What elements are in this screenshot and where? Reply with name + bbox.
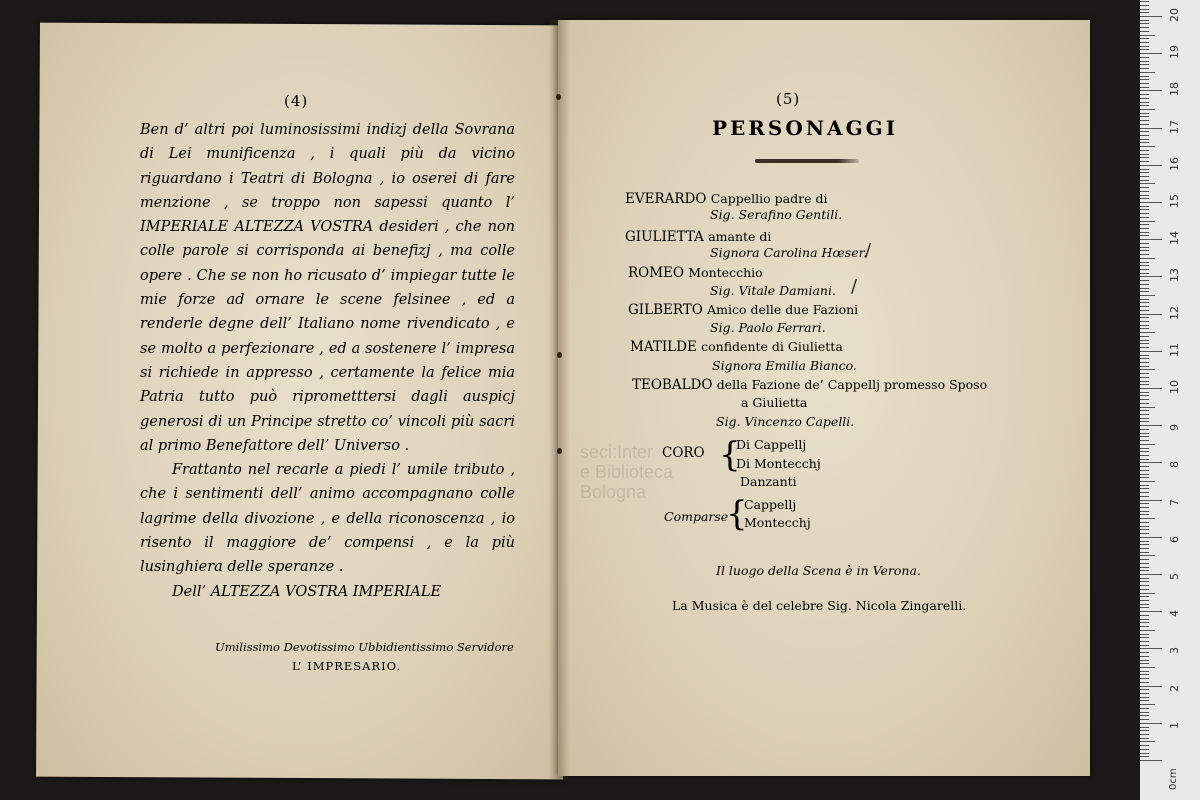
coro-brace-icon: {	[719, 435, 741, 475]
ruler-tick	[1140, 503, 1149, 504]
ruler-tick	[1140, 578, 1149, 579]
ruler-number: 16	[1168, 156, 1181, 171]
ruler-number: 8	[1168, 461, 1181, 469]
ruler-tick	[1140, 128, 1162, 129]
ruler-tick	[1140, 682, 1149, 683]
ruler-tick	[1140, 607, 1149, 608]
ruler-tick	[1140, 574, 1162, 575]
ruler-tick	[1140, 481, 1155, 482]
ruler-tick	[1140, 500, 1162, 501]
ruler-tick	[1140, 440, 1149, 441]
ruler-tick	[1140, 57, 1149, 58]
ruler-unit: 0cm	[1168, 768, 1179, 790]
ruler-tick	[1140, 429, 1149, 430]
watermark-line: Bologna	[580, 482, 647, 502]
ruler-tick	[1140, 537, 1162, 538]
ruler-tick	[1140, 157, 1149, 158]
ruler-number: 1	[1168, 721, 1181, 729]
ruler-tick	[1140, 16, 1162, 17]
ruler-number: 14	[1168, 231, 1181, 246]
ruler-number: 6	[1168, 535, 1181, 543]
ruler-tick	[1140, 418, 1149, 419]
ruler-tick	[1140, 351, 1162, 352]
ruler-tick	[1140, 187, 1149, 188]
ruler-tick	[1140, 262, 1149, 263]
book-gutter	[548, 20, 570, 780]
ruler-tick	[1140, 407, 1155, 408]
ruler-tick	[1140, 693, 1149, 694]
ruler-tick	[1140, 299, 1149, 300]
ruler-tick	[1140, 202, 1162, 203]
ruler-tick	[1140, 228, 1149, 229]
ruler-tick	[1140, 753, 1149, 754]
ruler-tick	[1140, 314, 1162, 315]
ruler-tick	[1140, 31, 1149, 32]
ruler-tick	[1140, 195, 1149, 196]
ruler-tick	[1140, 734, 1149, 735]
ruler-tick	[1140, 265, 1149, 266]
ruler-tick	[1140, 462, 1162, 463]
ruler-tick	[1140, 169, 1149, 170]
ruler-tick	[1140, 254, 1149, 255]
ruler-tick	[1140, 180, 1149, 181]
actor-giulietta: Signora Carolina Hœser.	[710, 245, 868, 260]
ruler-tick	[1140, 142, 1149, 143]
ruler-tick	[1140, 239, 1162, 240]
ruler-tick	[1140, 273, 1149, 274]
character-romeo: ROMEO Montecchio	[628, 265, 763, 281]
ruler-tick	[1140, 466, 1149, 467]
ruler-tick	[1140, 611, 1162, 612]
watermark-line: seci:Inter	[580, 442, 654, 462]
ruler-tick	[1140, 343, 1149, 344]
ruler-number: 15	[1168, 194, 1181, 208]
ruler-tick	[1140, 559, 1149, 560]
measurement-ruler	[1140, 0, 1200, 800]
ruler-tick	[1140, 388, 1162, 389]
ruler-tick	[1140, 232, 1149, 233]
actor-gilberto: Sig. Paolo Ferrari.	[710, 320, 826, 335]
ruler-tick	[1140, 250, 1149, 251]
coro-label: CORO	[662, 445, 705, 461]
ruler-tick	[1140, 20, 1149, 21]
ruler-tick	[1140, 12, 1149, 13]
comparse-item: Montecchj	[744, 515, 811, 530]
ruler-number: 12	[1168, 305, 1181, 320]
ruler-tick	[1140, 336, 1149, 337]
ruler-tick	[1140, 477, 1149, 478]
ruler-tick	[1140, 704, 1155, 705]
ruler-tick	[1140, 619, 1149, 620]
ruler-tick	[1140, 221, 1155, 222]
ruler-tick	[1140, 552, 1149, 553]
ruler-tick	[1140, 120, 1149, 121]
watermark-line: e Biblioteca	[580, 462, 674, 482]
ruler-tick	[1140, 358, 1149, 359]
ruler-tick	[1140, 589, 1149, 590]
ruler-tick	[1140, 708, 1149, 709]
ruler-tick	[1140, 730, 1149, 731]
ruler-tick	[1140, 381, 1149, 382]
ruler-tick	[1140, 61, 1149, 62]
ruler-tick	[1140, 760, 1162, 761]
dedication-paragraph-2: Frattanto nel recarle a piedi l’ umile tributo , che i sentimenti dell’ animo accompagnano colle lagrime della divozione , e della riconoscenza , io risento il maggiore de’ compensi , e la più lusinghiera delle speranze .	[140, 462, 515, 576]
ruler-tick	[1140, 76, 1149, 77]
ruler-tick	[1140, 146, 1155, 147]
page-title: PERSONAGGI	[712, 116, 899, 140]
ruler-number: 11	[1168, 342, 1181, 357]
ruler-tick	[1140, 384, 1149, 385]
ruler-tick	[1140, 27, 1149, 28]
ruler-number: 17	[1168, 119, 1181, 134]
ruler-tick	[1140, 544, 1149, 545]
ruler-tick	[1140, 433, 1149, 434]
ruler-tick	[1140, 581, 1149, 582]
ruler-tick	[1140, 507, 1149, 508]
ruler-tick	[1140, 585, 1149, 586]
character-gilberto: GILBERTO Amico delle due Fazioni	[628, 302, 859, 318]
ruler-tick	[1140, 135, 1149, 136]
ruler-tick	[1140, 645, 1149, 646]
ruler-tick	[1140, 593, 1155, 594]
binding-hole	[557, 448, 562, 454]
character-giulietta: GIULIETTA amante di	[625, 229, 772, 245]
ruler-tick	[1140, 321, 1149, 322]
ruler-tick	[1140, 656, 1149, 657]
ruler-number: 4	[1168, 610, 1181, 618]
ruler-tick	[1140, 83, 1149, 84]
dedication-text	[140, 118, 515, 604]
ruler-tick	[1140, 139, 1149, 140]
teobaldo-desc-continued: a Giulietta	[741, 395, 808, 410]
ruler-tick	[1140, 224, 1149, 225]
ruler-tick	[1140, 455, 1149, 456]
ruler-tick	[1140, 79, 1149, 80]
ruler-tick	[1140, 745, 1149, 746]
ruler-number: 13	[1168, 268, 1181, 283]
music-note: La Musica è del celebre Sig. Nicola Zingarelli.	[672, 598, 967, 613]
ruler-number: 5	[1168, 573, 1181, 580]
ruler-tick	[1140, 663, 1149, 664]
danzanti-label: Danzanti	[740, 474, 797, 489]
binding-hole	[556, 94, 561, 100]
coro-item: Di Montecchj	[736, 456, 821, 471]
ruler-tick	[1140, 563, 1149, 564]
ruler-tick	[1140, 641, 1149, 642]
ruler-tick	[1140, 749, 1149, 750]
ruler-tick	[1140, 291, 1149, 292]
ruler-tick	[1140, 421, 1149, 422]
ruler-tick	[1140, 548, 1149, 549]
ruler-tick	[1140, 161, 1149, 162]
actor-romeo: Sig. Vitale Damiani.	[710, 283, 836, 298]
ruler-tick	[1140, 541, 1149, 542]
ruler-tick	[1140, 596, 1149, 597]
ruler-tick	[1140, 362, 1149, 363]
ruler-tick	[1140, 87, 1149, 88]
ruler-tick	[1140, 712, 1149, 713]
ruler-tick	[1140, 514, 1149, 515]
actor-teobaldo: Sig. Vincenzo Capelli.	[716, 414, 855, 429]
ruler-tick	[1140, 518, 1155, 519]
ruler-tick	[1140, 526, 1149, 527]
ruler-tick	[1140, 64, 1149, 65]
ruler-tick	[1140, 451, 1149, 452]
ruler-tick	[1140, 340, 1149, 341]
ruler-tick	[1140, 634, 1149, 635]
ruler-tick	[1140, 648, 1162, 649]
ruler-number: 2	[1168, 684, 1181, 692]
ruler-tick	[1140, 470, 1149, 471]
ruler-number: 20	[1168, 8, 1181, 22]
ruler-tick	[1140, 570, 1149, 571]
ruler-tick	[1140, 369, 1155, 370]
ruler-tick	[1140, 700, 1149, 701]
ruler-number: 10	[1168, 380, 1181, 394]
ruler-tick	[1140, 425, 1162, 426]
ruler-tick	[1140, 373, 1149, 374]
ruler-tick	[1140, 98, 1149, 99]
pencil-mark-icon: /	[865, 240, 872, 261]
ruler-tick	[1140, 258, 1155, 259]
ruler-tick	[1140, 35, 1155, 36]
ruler-tick	[1140, 660, 1149, 661]
ruler-tick	[1140, 727, 1149, 728]
ruler-tick	[1140, 529, 1149, 530]
ruler-tick	[1140, 741, 1155, 742]
ruler-tick	[1140, 46, 1149, 47]
ruler-tick	[1140, 674, 1149, 675]
ruler-tick	[1140, 5, 1149, 6]
ruler-tick	[1140, 488, 1149, 489]
ruler-tick	[1140, 689, 1149, 690]
ruler-tick	[1140, 183, 1155, 184]
ruler-tick	[1140, 715, 1149, 716]
page-number-right: (5)	[776, 90, 801, 108]
ruler-tick	[1140, 474, 1149, 475]
ruler-tick	[1140, 328, 1149, 329]
ruler-tick	[1140, 317, 1149, 318]
ruler-tick	[1140, 496, 1149, 497]
ruler-tick	[1140, 622, 1149, 623]
ruler-tick	[1140, 72, 1155, 73]
ruler-tick	[1140, 686, 1162, 687]
ruler-tick	[1140, 637, 1149, 638]
ruler-tick	[1140, 533, 1149, 534]
character-matilde: MATILDE confidente di Giulietta	[630, 339, 843, 355]
ruler-tick	[1140, 738, 1149, 739]
ruler-number: 9	[1168, 424, 1181, 432]
coro-item: Di Cappellj	[736, 437, 807, 452]
ruler-number: 3	[1168, 647, 1181, 655]
ruler-tick	[1140, 332, 1155, 333]
ruler-tick	[1140, 131, 1149, 132]
binding-hole	[557, 352, 562, 358]
comparse-label: Comparse	[664, 509, 729, 524]
ruler-tick	[1140, 355, 1149, 356]
ruler-tick	[1140, 626, 1149, 627]
page-number-left: (4)	[284, 92, 309, 110]
dedication-paragraph-1: Ben d’ altri poi luminosissimi indizj della Sovrana di Lei munificenza , i quali più da vicino riguardano i Teatri di Bologna , io oserei di fare menzione , se troppo non sapessi quanto l’ IMPERIALE ALTEZZA VOSTRA desideri , che non colle parole si corrisponda ai benefizj , ma colle opere . Che se non ho ricusato d’ impiegar tutte le mie forze ad ornare le scene felsinee , ed a renderle degne dell’ Italiano nome rivendicato , e se molto a perfezionare , ed a sostenere l’ impresa si richiede in appresso , certamente la felice mia Patria tutto può riprometttersi dagli auspicj generosi di un Principe stretto co’ vincoli più sacri al primo Benefattore dell’ Universo .	[140, 122, 515, 454]
ruler-tick	[1140, 102, 1149, 103]
title-rule	[755, 159, 859, 163]
ruler-tick	[1140, 459, 1149, 460]
ruler-tick	[1140, 105, 1149, 106]
ruler-tick	[1140, 414, 1149, 415]
ruler-tick	[1140, 154, 1149, 155]
ruler-tick	[1140, 723, 1162, 724]
ruler-tick	[1140, 68, 1149, 69]
ruler-tick	[1140, 444, 1155, 445]
ruler-tick	[1140, 284, 1149, 285]
ruler-tick	[1140, 209, 1149, 210]
ruler-tick	[1140, 719, 1149, 720]
signature-line: Umilissimo Devotissimo Ubbidientissimo Servidore	[215, 640, 514, 654]
ruler-tick	[1140, 247, 1149, 248]
ruler-tick	[1140, 615, 1149, 616]
ruler-tick	[1140, 172, 1149, 173]
ruler-tick	[1140, 347, 1149, 348]
actor-everardo: Sig. Serafino Gentili.	[710, 207, 843, 222]
ruler-tick	[1140, 213, 1149, 214]
ruler-tick	[1140, 90, 1162, 91]
ruler-tick	[1140, 678, 1149, 679]
ruler-tick	[1140, 325, 1149, 326]
ruler-number: 19	[1168, 45, 1181, 60]
ruler-tick	[1140, 652, 1149, 653]
ruler-tick	[1140, 366, 1149, 367]
ruler-tick	[1140, 395, 1149, 396]
ruler-tick	[1140, 410, 1149, 411]
ruler-tick	[1140, 492, 1149, 493]
ruler-tick	[1140, 217, 1149, 218]
ruler-tick	[1140, 377, 1149, 378]
ruler-tick	[1140, 38, 1149, 39]
ruler-tick	[1140, 604, 1149, 605]
ruler-tick	[1140, 42, 1149, 43]
ruler-tick	[1140, 671, 1149, 672]
ruler-tick	[1140, 667, 1155, 668]
ruler-tick	[1140, 124, 1149, 125]
ruler-tick	[1140, 235, 1149, 236]
ruler-tick	[1140, 206, 1149, 207]
ruler-tick	[1140, 150, 1149, 151]
ruler-tick	[1140, 403, 1149, 404]
ruler-tick	[1140, 306, 1149, 307]
ruler-tick	[1140, 697, 1149, 698]
ruler-tick	[1140, 302, 1149, 303]
ruler-tick	[1140, 23, 1149, 24]
ruler-tick	[1140, 191, 1149, 192]
ruler-tick	[1140, 567, 1149, 568]
ruler-tick	[1140, 243, 1149, 244]
ruler-tick	[1140, 280, 1149, 281]
ruler-tick	[1140, 448, 1149, 449]
comparse-item: Cappellj	[744, 497, 797, 512]
ruler-tick	[1140, 485, 1149, 486]
ruler-tick	[1140, 511, 1149, 512]
ruler-number: 18	[1168, 82, 1181, 97]
ruler-tick	[1140, 269, 1149, 270]
actor-matilde: Signora Emilia Bianco.	[712, 358, 857, 373]
ruler-tick	[1140, 399, 1149, 400]
ruler-tick	[1140, 116, 1149, 117]
ruler-tick	[1140, 310, 1149, 311]
ruler-tick	[1140, 630, 1155, 631]
ruler-number: 7	[1168, 498, 1181, 506]
comparse-brace-icon: {	[726, 494, 748, 534]
ruler-tick	[1140, 176, 1149, 177]
ruler-tick	[1140, 94, 1149, 95]
character-teobaldo: TEOBALDO della Fazione de’ Cappellj promesso Sposo	[632, 377, 988, 393]
ruler-tick	[1140, 555, 1155, 556]
character-everardo: EVERARDO Cappellio padre di	[625, 191, 828, 207]
pencil-mark-icon: /	[851, 276, 858, 297]
ruler-tick	[1140, 53, 1162, 54]
ruler-tick	[1140, 392, 1149, 393]
ruler-tick	[1140, 600, 1149, 601]
ruler-tick	[1140, 522, 1149, 523]
ruler-tick	[1140, 113, 1149, 114]
ruler-tick	[1140, 165, 1162, 166]
ruler-tick	[1140, 198, 1149, 199]
ruler-tick	[1140, 276, 1162, 277]
ruler-tick	[1140, 9, 1149, 10]
scene-note: Il luogo della Scena è in Verona.	[716, 563, 921, 578]
ruler-tick	[1140, 295, 1155, 296]
ruler-tick	[1140, 49, 1149, 50]
signature: L’ IMPRESARIO.	[292, 659, 402, 673]
ruler-tick	[1140, 756, 1149, 757]
ruler-tick	[1140, 1, 1149, 2]
ruler-tick	[1140, 288, 1149, 289]
dedication-closing: Dell’ ALTEZZA VOSTRA IMPERIALE	[172, 583, 442, 600]
ruler-tick	[1140, 109, 1155, 110]
ruler-tick	[1140, 436, 1149, 437]
